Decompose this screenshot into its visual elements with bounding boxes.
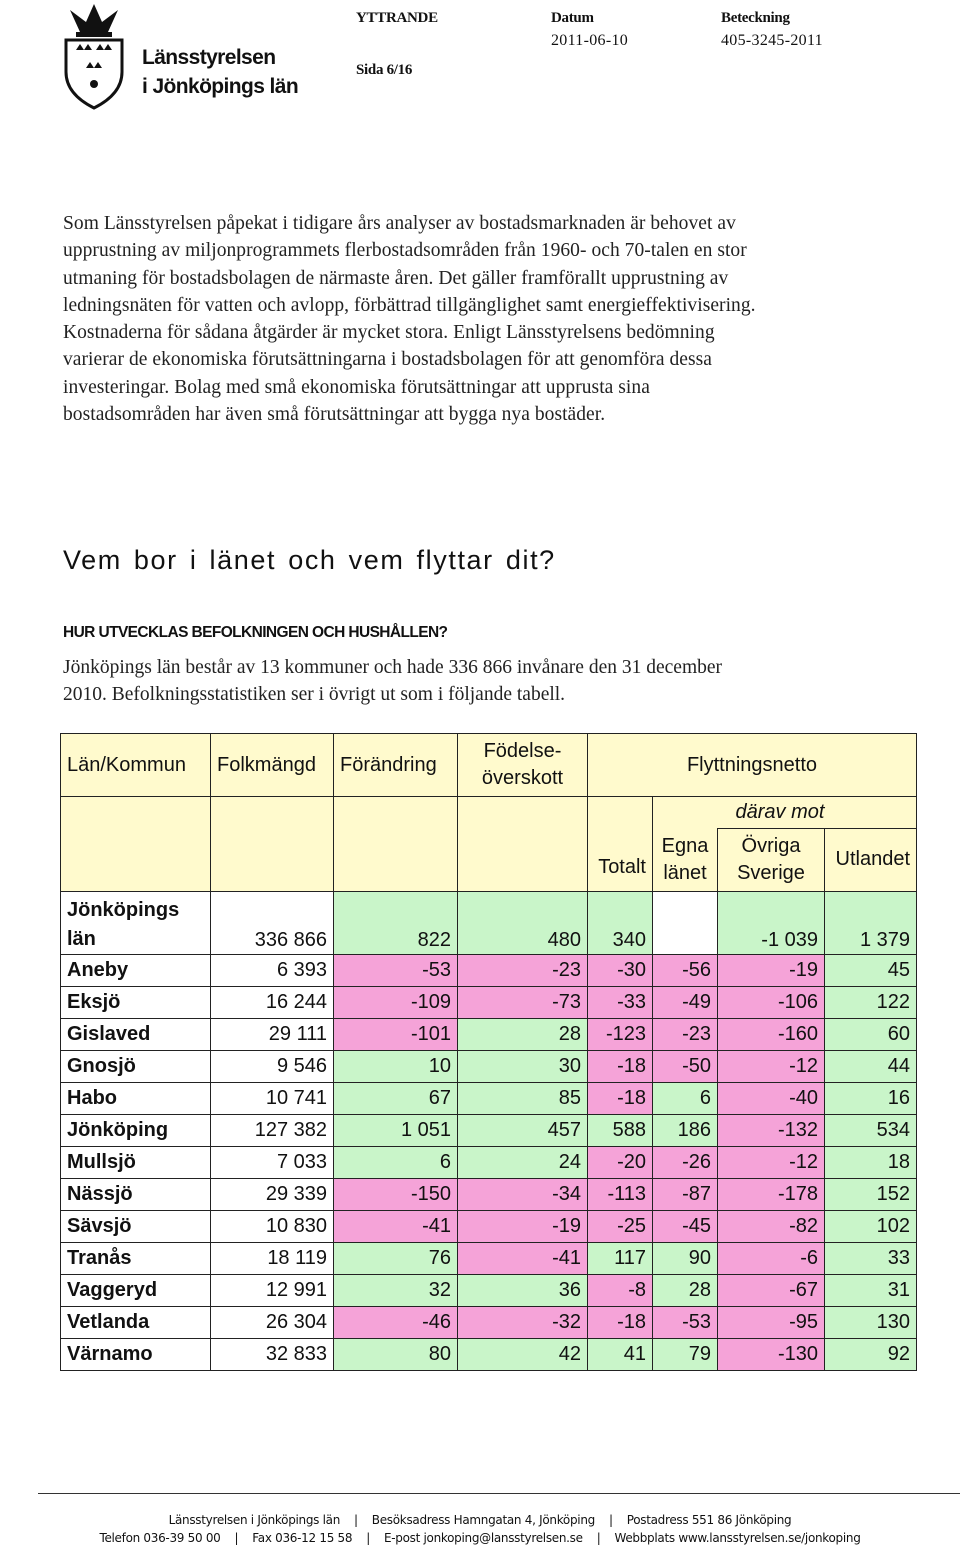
cell-ovriga: -12: [718, 1050, 825, 1082]
cell-egna: -23: [653, 1018, 718, 1050]
org-name-line2: i Jönköpings län: [142, 75, 299, 98]
cell-forandring: 10: [334, 1050, 458, 1082]
cell-totalt: -18: [588, 1306, 653, 1338]
col-header-totalt: Totalt: [588, 797, 653, 892]
cell-egna: 28: [653, 1274, 718, 1306]
table-row: [61, 986, 917, 1018]
cell-forandring: -53: [334, 954, 458, 986]
table-row-total: [61, 891, 917, 954]
cell-ovriga: -178: [718, 1178, 825, 1210]
header-spacer: [653, 797, 718, 829]
cell-folkmangd: 9 546: [211, 1050, 334, 1082]
cell-folkmangd: 29 111: [211, 1018, 334, 1050]
cell-fodelse: -34: [458, 1178, 588, 1210]
cell-folkmangd: 7 033: [211, 1146, 334, 1178]
table-row: [61, 1146, 917, 1178]
cell-ovriga: -6: [718, 1242, 825, 1274]
cell-egna: -56: [653, 954, 718, 986]
cell-totalt: 340: [588, 891, 653, 954]
row-name: Nässjö: [61, 1178, 211, 1210]
document-status: YTTRANDE: [356, 10, 438, 26]
section-heading: Vem bor i länet och vem flyttar dit?: [63, 545, 556, 575]
cell-egna: 6: [653, 1082, 718, 1114]
cell-utlandet: 102: [825, 1210, 917, 1242]
row-name: Värnamo: [61, 1338, 211, 1370]
cell-forandring: -46: [334, 1306, 458, 1338]
cell-folkmangd: 10 830: [211, 1210, 334, 1242]
org-name-line1: Länsstyrelsen: [142, 46, 276, 69]
date-label: Datum: [551, 10, 594, 26]
cell-folkmangd: 336 866: [211, 891, 334, 954]
row-name: Sävsjö: [61, 1210, 211, 1242]
col-header-flyttningsnetto: Flyttningsnetto: [588, 734, 917, 797]
table-row: [61, 1274, 917, 1306]
cell-utlandet: 122: [825, 986, 917, 1018]
row-name: Aneby: [61, 954, 211, 986]
footer-phone: Telefon 036-39 50 00: [99, 1531, 221, 1545]
cell-utlandet: 33: [825, 1242, 917, 1274]
cell-totalt: -20: [588, 1146, 653, 1178]
cell-forandring: -150: [334, 1178, 458, 1210]
header-spacer: [334, 797, 458, 892]
cell-utlandet: 130: [825, 1306, 917, 1338]
cell-egna: -26: [653, 1146, 718, 1178]
cell-ovriga: -12: [718, 1146, 825, 1178]
reference-value: 405-3245-2011: [721, 32, 823, 49]
row-name: Gnosjö: [61, 1050, 211, 1082]
cell-egna: 79: [653, 1338, 718, 1370]
cell-egna: -45: [653, 1210, 718, 1242]
cell-utlandet: 152: [825, 1178, 917, 1210]
cell-folkmangd: 18 119: [211, 1242, 334, 1274]
population-table: [60, 733, 917, 1371]
cell-egna: -87: [653, 1178, 718, 1210]
cell-folkmangd: 127 382: [211, 1114, 334, 1146]
row-name: Mullsjö: [61, 1146, 211, 1178]
table-row: [61, 1050, 917, 1082]
cell-forandring: 76: [334, 1242, 458, 1274]
intro-paragraph: Som Länsstyrelsen påpekat i tidigare års analyser av bostadsmarknaden är behovet av upprustning av miljonprogrammets flerbostadsområden från 1960- och 70-talen en stor utmaning för bostadsbolagen de närmaste åren. Det gäller framförallt upprustning av ledningsnäten för vatten och avlopp, förbättrad tillgänglighet samt energieffektivisering. Kostnaderna för sådana åtgärder är mycket stora. Enligt Länsstyrelsens bedömning varierar de ekonomiska förutsättningarna i bostadsbolagen för att genomföra dessa investeringar. Bolag med små ekonomiska förutsättningar att upprusta sina bostadsområden har även små förutsättningar att bygga nya bostäder.: [63, 213, 756, 426]
cell-totalt: -8: [588, 1274, 653, 1306]
cell-ovriga: -106: [718, 986, 825, 1018]
section-subheading: HUR UTVECKLAS BEFOLKNINGEN OCH HUSHÅLLEN?: [63, 624, 448, 641]
cell-egna: [653, 891, 718, 954]
cell-fodelse: 457: [458, 1114, 588, 1146]
footer-org: Länsstyrelsen i Jönköpings län: [168, 1513, 341, 1527]
header-spacer: [61, 797, 211, 892]
lansstyrelsen-logo: [58, 2, 308, 110]
cell-forandring: -41: [334, 1210, 458, 1242]
cell-folkmangd: 6 393: [211, 954, 334, 986]
population-paragraph: Jönköpings län består av 13 kommuner och hade 336 866 invånare den 31 december 2010. Befolkningsstatistiken ser i övrigt ut som i följande tabell.: [63, 657, 723, 706]
cell-ovriga: -40: [718, 1082, 825, 1114]
cell-utlandet: 1 379: [825, 891, 917, 954]
col-header-fodelse: [458, 734, 588, 797]
cell-forandring: -101: [334, 1018, 458, 1050]
col-header-forandring: Förändring: [334, 734, 458, 797]
cell-ovriga: -160: [718, 1018, 825, 1050]
cell-fodelse: 28: [458, 1018, 588, 1050]
row-name: Eksjö: [61, 986, 211, 1018]
row-name: Vetlanda: [61, 1306, 211, 1338]
cell-forandring: 67: [334, 1082, 458, 1114]
row-name: Tranås: [61, 1242, 211, 1274]
header-spacer: [211, 797, 334, 892]
table-row: [61, 1242, 917, 1274]
col-header-egna: Egna länet: [653, 829, 718, 892]
cell-forandring: 822: [334, 891, 458, 954]
col-header-ovriga: Övriga Sverige: [718, 829, 825, 892]
cell-folkmangd: 26 304: [211, 1306, 334, 1338]
cell-utlandet: 16: [825, 1082, 917, 1114]
cell-totalt: -18: [588, 1082, 653, 1114]
cell-forandring: -109: [334, 986, 458, 1018]
col-header-utlandet: Utlandet: [825, 829, 917, 892]
cell-ovriga: -95: [718, 1306, 825, 1338]
cell-egna: 186: [653, 1114, 718, 1146]
col-header-darav: därav mot: [718, 797, 917, 829]
table-row: [61, 1306, 917, 1338]
cell-folkmangd: 10 741: [211, 1082, 334, 1114]
date-value: 2011-06-10: [551, 32, 629, 49]
crown-emblem-icon: [66, 4, 122, 108]
cell-ovriga: -132: [718, 1114, 825, 1146]
table-row: [61, 1178, 917, 1210]
cell-forandring: 32: [334, 1274, 458, 1306]
cell-ovriga: -82: [718, 1210, 825, 1242]
table-row: [61, 1338, 917, 1370]
cell-totalt: -123: [588, 1018, 653, 1050]
cell-egna: -49: [653, 986, 718, 1018]
cell-forandring: 1 051: [334, 1114, 458, 1146]
cell-totalt: 117: [588, 1242, 653, 1274]
fodelse-line1: Födelse-: [483, 740, 562, 762]
table-row: [61, 1082, 917, 1114]
cell-egna: -53: [653, 1306, 718, 1338]
cell-ovriga: -1 039: [718, 891, 825, 954]
cell-folkmangd: 32 833: [211, 1338, 334, 1370]
row-name: Jönköpings län: [61, 891, 211, 954]
table-row: [61, 954, 917, 986]
cell-fodelse: -32: [458, 1306, 588, 1338]
row-name: Habo: [61, 1082, 211, 1114]
table-row: [61, 1018, 917, 1050]
cell-totalt: -113: [588, 1178, 653, 1210]
cell-utlandet: 44: [825, 1050, 917, 1082]
cell-fodelse: -41: [458, 1242, 588, 1274]
cell-forandring: 80: [334, 1338, 458, 1370]
cell-fodelse: 30: [458, 1050, 588, 1082]
header-spacer: [458, 797, 588, 892]
fodelse-line2: överskott: [481, 767, 564, 789]
cell-egna: 90: [653, 1242, 718, 1274]
cell-ovriga: -67: [718, 1274, 825, 1306]
cell-ovriga: -130: [718, 1338, 825, 1370]
cell-fodelse: -73: [458, 986, 588, 1018]
footer-visit-address: Besöksadress Hamngatan 4, Jönköping: [371, 1513, 595, 1527]
cell-utlandet: 534: [825, 1114, 917, 1146]
cell-utlandet: 45: [825, 954, 917, 986]
col-header-kommun: Län/Kommun: [61, 734, 211, 797]
cell-folkmangd: 12 991: [211, 1274, 334, 1306]
cell-totalt: 41: [588, 1338, 653, 1370]
cell-totalt: -18: [588, 1050, 653, 1082]
cell-folkmangd: 29 339: [211, 1178, 334, 1210]
col-header-folkmangd: Folkmängd: [211, 734, 334, 797]
cell-folkmangd: 16 244: [211, 986, 334, 1018]
cell-fodelse: -23: [458, 954, 588, 986]
cell-egna: -50: [653, 1050, 718, 1082]
cell-forandring: 6: [334, 1146, 458, 1178]
footer-line2: Telefon 036-39 50 00 | Fax 036-12 15 58 | E-post jonkoping@lansstyrelsen.se | Webbplats www.lansstyrelsen.se/jonkoping: [99, 1531, 861, 1545]
reference-label: Beteckning: [721, 10, 790, 26]
row-name: Gislaved: [61, 1018, 211, 1050]
cell-utlandet: 60: [825, 1018, 917, 1050]
cell-fodelse: 24: [458, 1146, 588, 1178]
cell-totalt: -30: [588, 954, 653, 986]
footer-postal-address: Postadress 551 86 Jönköping: [626, 1513, 792, 1527]
table-row: [61, 1114, 917, 1146]
row-name: Jönköping: [61, 1114, 211, 1146]
footer-email[interactable]: E-post jonkoping@lansstyrelsen.se: [383, 1531, 583, 1545]
page-number: Sida 6/16: [356, 62, 413, 78]
table-row: [61, 1210, 917, 1242]
cell-fodelse: 480: [458, 891, 588, 954]
footer-fax: Fax 036-12 15 58: [252, 1531, 353, 1545]
cell-fodelse: 42: [458, 1338, 588, 1370]
cell-ovriga: -19: [718, 954, 825, 986]
footer-divider: [38, 1493, 960, 1494]
cell-fodelse: -19: [458, 1210, 588, 1242]
row-name: Vaggeryd: [61, 1274, 211, 1306]
cell-fodelse: 85: [458, 1082, 588, 1114]
cell-totalt: 588: [588, 1114, 653, 1146]
cell-utlandet: 92: [825, 1338, 917, 1370]
cell-totalt: -33: [588, 986, 653, 1018]
cell-fodelse: 36: [458, 1274, 588, 1306]
cell-utlandet: 18: [825, 1146, 917, 1178]
cell-totalt: -25: [588, 1210, 653, 1242]
footer-line1: Länsstyrelsen i Jönköpings län | Besöksadress Hamngatan 4, Jönköping | Postadress 551 86 Jönköping: [168, 1513, 792, 1527]
cell-utlandet: 31: [825, 1274, 917, 1306]
footer-website[interactable]: Webbplats www.lansstyrelsen.se/jonkoping: [614, 1531, 861, 1545]
